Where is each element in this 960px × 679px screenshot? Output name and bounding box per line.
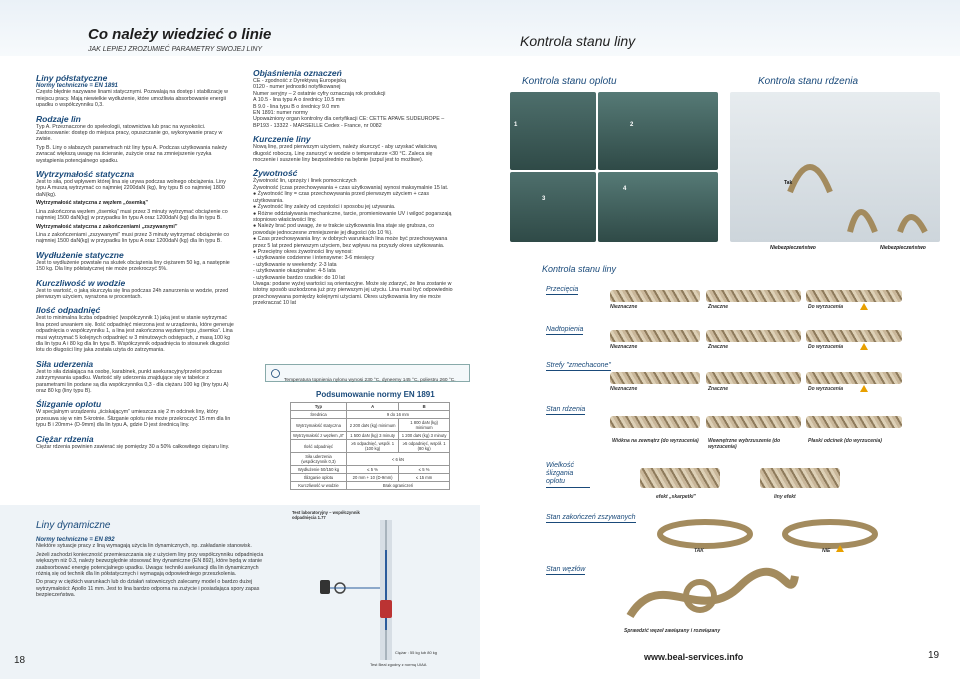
table-cell: ≥5 odpadnięć, współ. 1 (100 kg) [346, 440, 398, 453]
table-cell: < 6 kN [346, 453, 449, 466]
heading-impact: Siła uderzenia [36, 358, 94, 369]
table-row [291, 419, 450, 432]
rope-fuzzy-minor [610, 372, 700, 384]
text-lifetime: Żywotność lin, uprzęży i linek pomocniczych Żywotność (czas przechowywania + czas użytkowania) wynosi maksymalnie 15 lat. ● Żywotność liny = czas przechowywania przed pierwszym użyciem + czas użytkowania. ● Żywotność liny zależy od częstości i sposobu jej używania. ● Różne oddziaływania mechaniczne, tarcie, promieniowanie UV i wilgoć pogarszają stopniowo właściwości liny. ● Należy brać pod uwagę, że w trakcie użytkowania lina staje się grubsza, co powoduje jednoczesne zmniejszenie jej długości (do 10 %). ● Czas przechowywania liny: w dobrych warunkach lina może być przechowywana przez 5 lat przed pierwszym użyciem, bez wpływu na przyszły okres użytkowania. ● Przeciętny okres żywotności liny wynosi: - użytkowanie codzienne i intensywne: 3-6 miesięcy - użytkowanie w weekendy: 2-3 lata - użytkowanie okazjonalne: 4-5 lata - użytkowanie bardzo rzadkie: do 10 lat Uwaga: podane wyżej wartości są orientacyjne. Może się zdarzyć, że lina zostanie w istotny sposób uszkodzona już przy pierwszym jej użyciu. Lina musi być odpowiednio przechowywana pomiędzy kolejnymi użyciami. Okres użytkowania liny nie może przekraczać 10 lat [253, 178, 453, 307]
table-cell: ≤ 5 % [399, 466, 450, 474]
text-falls: Jest to minimalna liczba odpadnięć (współczynnik 1) jaką jest w stanie wytrzymać lina przed urwaniem się. Ilość odpadnięć mierzona jest w urządzeniu, które generuje odpadnięcia o współczynniku 1, a lina jest zakończona węzłami typu „ósemka”. Lina musi wytrzymać 5 kolejnych odpadnięć w 3 minutowych odstępach, z masą 100 kg dla lin typu A i 80 kg dla lin typu B. Współczynnik odpadnięcia to stosunek długości lotu do długości liny jaka została użyta do zatrzymania. [36, 315, 234, 354]
photo-step-2 [598, 92, 718, 170]
label-danger-1b: Niebezpieczeństwo [770, 245, 816, 251]
label-minor: Nieznaczne [610, 344, 638, 350]
text-shrink: Jest to wartość, o jaką skurczyła się lina podczas 24h zanurzenia w wodzie, przed pierwszym użyciem, wyrażona w procentach. [36, 287, 229, 300]
rope-core-bulge [706, 416, 801, 428]
table-row [291, 466, 450, 474]
text-dynamic-3: Do pracy w ciężkich warunkach lub do działań ratowniczych zalecamy model o bardzo dużej wytrzymałości: Apollo 11 mm. Jest to lina bardzo odporna na zużycie i posiadająca spory zapas bezpieczeństwa. [36, 579, 260, 599]
rope-other-effect [760, 468, 840, 488]
text-shrinkage: Nową linę, przed pierwszym użyciem, należy skurczyć - aby uzyskać właściwą długość roboczą. Linę zanurzyć w wodzie o temperaturze <30 °C. Zaleca się moczenie i suszenie liny bezpośrednio na bębnie (szpul jest to możliwe). [253, 144, 437, 164]
table-cell: ≤ 15 mm [399, 474, 450, 482]
text-slip: W specjalnym urządzeniu „ściskającym” umieszcza się 2 m odcinek liny, który przesuwa się w nim 5-krotnie. Ślizganie oplotu nie może przekroczyć 15 mm dla lin typu B i 20mm+ (D-9mm) dla lin typu A, gdzie D jest średnicą liny. [36, 409, 231, 429]
text-dynamic-2: Jeżeli zachodzi konieczność przemieszczania się z użyciem liny przy współczynniku odpadnięcia większym niż 0.3, należy bezwzględnie stosować liny dynamiczne (EN 892), które będą w stanie zaabsorbować energię potencjalnego upadku. Uwaga: techniki asekuracji dla lin dynamicznych różnią się od technik dla lin półstatycznych i wymagają odpowiedniego przeszkolenia. [36, 551, 264, 578]
table-header: Typ [291, 403, 347, 411]
label-discard: Do wyrzucenia [808, 386, 844, 392]
text-dynamic-1: Niektóre sytuacje pracy z liną wymagają użycia lin dynamicznych, np. zakładanie stanowisk. [36, 543, 252, 550]
step-number: 4 [623, 186, 627, 192]
heading-markings: Objaśnienia oznaczeń [253, 68, 342, 78]
table-row [291, 440, 450, 453]
rope-fuzzy-discard [806, 372, 902, 384]
label-no: NIE [822, 548, 831, 554]
heading-semi-static: Liny półstatyczne [36, 73, 108, 83]
table-row [291, 411, 450, 419]
heading-slip: Ślizganie oplotu [36, 399, 102, 410]
rope-fuzzy-major [706, 372, 801, 384]
label-rope-effect: liny efekt [774, 494, 796, 500]
heading-falls: Ilość odpadnięć [36, 305, 101, 316]
bold-knot: Wytrzymałość statyczna z węzłem „ósemką” [36, 200, 149, 207]
label-core-flat: Płaski odcinek (do wyrzucenia) [808, 438, 882, 444]
rope-cuts-major [706, 290, 801, 302]
table-header-row [291, 403, 450, 411]
text-semi: Często błędnie nazywane linami statycznymi. Pozwalają na dostęp i stabilizację w miejscu pracy. Mają niewielkie wydłużenie, które umożliwia absorbowanie energii upadku o współczynniku 0,3. [36, 89, 228, 109]
label-major: Znaczne [708, 344, 729, 350]
text-type-b: Typ B. Liny o słabszych parametrach niż liny typu A. Podczas użytkowania należy zwracać większą uwagę na ścieranie, zużycie oraz na zmniejszenie ryzyka wystąpienia potencjalnego upadku. [36, 144, 228, 164]
label-major: Znaczne [708, 304, 729, 310]
heading-shrink: Kurczliwość w wodzie [36, 277, 126, 288]
label-discard: Do wyrzucenia [808, 344, 844, 350]
table-header: B [399, 403, 450, 411]
label-core-bulge: Wewnętrzne wybrzuszenie (do wyrzucenia) [708, 438, 781, 450]
table-cell: Wytrzymałość statyczna [291, 419, 347, 432]
label-core-fibres: Wiókna na zewnątrz (do wyrzucenia) [612, 438, 699, 444]
step-number: 2 [630, 122, 634, 128]
heading-lifetime: Żywotność [253, 168, 298, 179]
label-melting: Nadtopienia [546, 326, 584, 333]
table-cell: Brak ograniczeń [346, 482, 449, 490]
rope-melt-major [706, 330, 801, 342]
label-knot-check: Sprawdzić węzeł zawiązany i rozwiązany [624, 628, 721, 634]
website-link[interactable]: www.beal-services.info [644, 652, 744, 662]
text-markings: CE - zgodność z Dyrektywą Europejską 0120 - numer jednostki notyfikowanej Numer seryjny – 2 ostatnie cyfry oznaczają rok produkcji A 10.5 - lina typu A o średnicy 10.5 mm B 9.0 - lina typu B o średnicy 9.0 mm EN 1891: numer normy Upoważniony organ kontrolny dla certyfikacji CE: CETTE APAVE SUDEUROPE – BP193 - 13322 - MARSEILLE Cedex - France, nr 0082 [253, 78, 445, 129]
right-title: Kontrola stanu liny [520, 33, 636, 49]
temperature-note-box [265, 364, 470, 382]
photo-step-1 [510, 92, 596, 170]
table-title: Podsumowanie normy EN 1891 [316, 390, 435, 399]
text-sewn: Lina z zakończeniami „zszywanymi” musi przez 3 minuty wytrzymać obciążenie co najmniej 1500 daN(kg) w przypadku lin typu A oraz 1200daN (kg) dla lin typu B. [36, 231, 230, 245]
text-static: Jest to siła, pod wpływem której lina się urywa podczas wolnego obciążenia. Liny typu A muszą wytrzymać co najmniej 2200daN (kg), liny typu B co najmniej 1800 daN(kg). [36, 179, 226, 198]
label-core-state: Stan rdzenia [546, 406, 586, 413]
heading-elongation: Wydłużenie statyczne [36, 249, 124, 260]
table-cell: Ilość odpadnięć [291, 440, 347, 453]
table-cell: 1 500 daN (kg) 3 minuty [346, 432, 398, 440]
uiaa-caption: Test Beal zgodny z normą UIAA [370, 662, 427, 667]
rope-sock-effect [640, 468, 720, 488]
label-major: Znaczne [708, 386, 729, 392]
warning-icon [860, 385, 868, 392]
table-cell: 1 800 daN (kg) minimum [399, 419, 450, 432]
table-row [291, 432, 450, 440]
table-cell: Kurczliwość w wodzie [291, 482, 347, 490]
heading-types: Rodzaje lin [36, 113, 81, 124]
column-semi-static [36, 68, 236, 452]
table-cell: Siła uderzenia (współczynnik 0,3) [291, 453, 347, 466]
step-number: 1 [514, 122, 518, 128]
test-caption: Test laboratoryjny – współczynnik odpadnięcia 1.77 [292, 510, 360, 520]
rope-cuts-minor [610, 290, 700, 302]
label-cuts: Przecięcia [546, 286, 579, 293]
step-number: 3 [542, 196, 546, 202]
heading-sheath: Kontrola stanu oplotu [522, 76, 617, 87]
page-number-right: 19 [928, 650, 940, 661]
table-cell: Ślizganie oplotu [291, 474, 347, 482]
table-cell: ≥5 odpadnięć, współ. 1 (80 kg) [399, 440, 450, 453]
table-row [291, 453, 450, 466]
right-page [480, 0, 960, 679]
page-title: Co należy wiedzieć o linie [88, 26, 272, 43]
norm-semi: Normy techniczne = EN 1891 [36, 83, 118, 89]
temperature-note: Temperatura topnienia nylonu wynosi 230 °C, dyneemy 145 °C, poliestru 260 °C. [284, 378, 456, 383]
rope-core-fibres [610, 416, 700, 428]
column-dynamic [36, 537, 266, 601]
table-header: A [346, 403, 398, 411]
text-impact: Jest to siła działająca na osobę, karabinek, punkt asekuracyjny/przelot podczas zatrzymywania upadku. Wartość siły uderzenia znajdujące się w tabelce z parametrami lin podane są dla współczynnika 0,3 - dla ciężaru 100 kg (liny typu A) oraz 80 kg (liny typu B). [36, 368, 229, 394]
bold-sewn: Wytrzymałość statyczna z zakończeniami „zszywanymi” [36, 223, 178, 230]
table-cell: Wytrzymałość z węzłem „8” [291, 432, 347, 440]
table-row [291, 482, 450, 490]
core-check-photos [730, 92, 940, 242]
heading-shrinkage: Kurczenie liny [253, 134, 311, 145]
fall-test-diagram [290, 520, 450, 670]
label-sheath-slip: Wielkość ślizgania oplotu [546, 462, 590, 488]
warning-icon [860, 343, 868, 350]
knot-illustration [620, 566, 800, 626]
text-knot: Lina zakończona węzłem „ósemką” musi przez 3 minuty wytrzymać obciążenie co najmniej 1500 daN(kg) w przypadku lin typu A oraz 1200daN (kg) dla lin typu B. [36, 208, 228, 222]
photo-step-4 [598, 172, 718, 242]
sewn-ends-illustration [650, 514, 900, 559]
label-discard: Do wyrzucenia [808, 304, 844, 310]
column-markings [253, 68, 453, 309]
label-yes: TAK [694, 548, 704, 554]
label-knots: Stan węzłów [546, 566, 586, 573]
text-core-weight: Ciężar rdzenia powinien zawierać się pomiędzy 30 a 50% całkowitego ciężaru liny. [36, 443, 230, 450]
text-elongation: Jest to wydłużenie powstałe na skutek obciążenia liny ciężarem 50 kg, a następnie 150 kg. Dla liny półstatycznej nie może przekroczyć 5%. [36, 259, 230, 273]
label-fuzzy: Strefy "zmechacone" [546, 362, 611, 369]
table-cell: Wydłużenie 50/150 kg [291, 466, 347, 474]
label-tak: Tak [784, 180, 793, 186]
heading-rope-check: Kontrola stanu liny [542, 264, 617, 274]
table-cell: 9 do 16 mm [346, 411, 449, 419]
info-icon [271, 369, 280, 378]
label-danger-2: Niebezpieczeństwo [880, 245, 926, 251]
warning-icon [860, 303, 868, 310]
norm-dynamic: Normy techniczne = EN 892 [36, 537, 115, 543]
label-sock: efekt „skarpetki” [656, 494, 697, 500]
rope-melt-discard [806, 330, 902, 342]
heading-core: Kontrola stanu rdzenia [758, 76, 859, 87]
rope-cuts-discard [806, 290, 902, 302]
rope-melt-minor [610, 330, 700, 342]
rope-core-flat [806, 416, 902, 428]
table-cell: 1 200 daN (kg) 3 minuty [399, 432, 450, 440]
table-cell: 2 200 daN (kg) minimum [346, 419, 398, 432]
table-cell: Średnica [291, 411, 347, 419]
core-check-illustration [730, 92, 940, 242]
table-cell: 20 mm + 10 (D-9mm) [346, 474, 398, 482]
en1891-table [290, 402, 450, 490]
page-subtitle: JAK LEPIEJ ZROZUMIEĆ PARAMETRY SWOJEJ LINY [88, 46, 263, 53]
label-minor: Nieznaczne [610, 304, 638, 310]
scale-label: Ciężar : 55 kg lub 80 kg [395, 650, 438, 655]
heading-dynamic: Liny dynamiczne [36, 520, 111, 531]
table-cell: ≤ 5 % [346, 466, 398, 474]
photo-step-3 [510, 172, 596, 242]
table-row [291, 474, 450, 482]
page-number-left: 18 [14, 655, 26, 666]
heading-static: Wytrzymałość statyczna [36, 169, 135, 180]
label-sewn: Stan zakończeń zszywanych [546, 514, 636, 521]
heading-core-weight: Ciężar rdzenia [36, 433, 94, 444]
label-minor: Nieznaczne [610, 386, 638, 392]
text-type-a: Typ A. Przeznaczone do speleologii, ratownictwa lub prac na wysokości. Zastosowanie: dostęp do miejsca pracy, opuszczanie go, wykonywanie pracy w zwisie. [36, 123, 223, 143]
warning-icon [836, 545, 844, 552]
